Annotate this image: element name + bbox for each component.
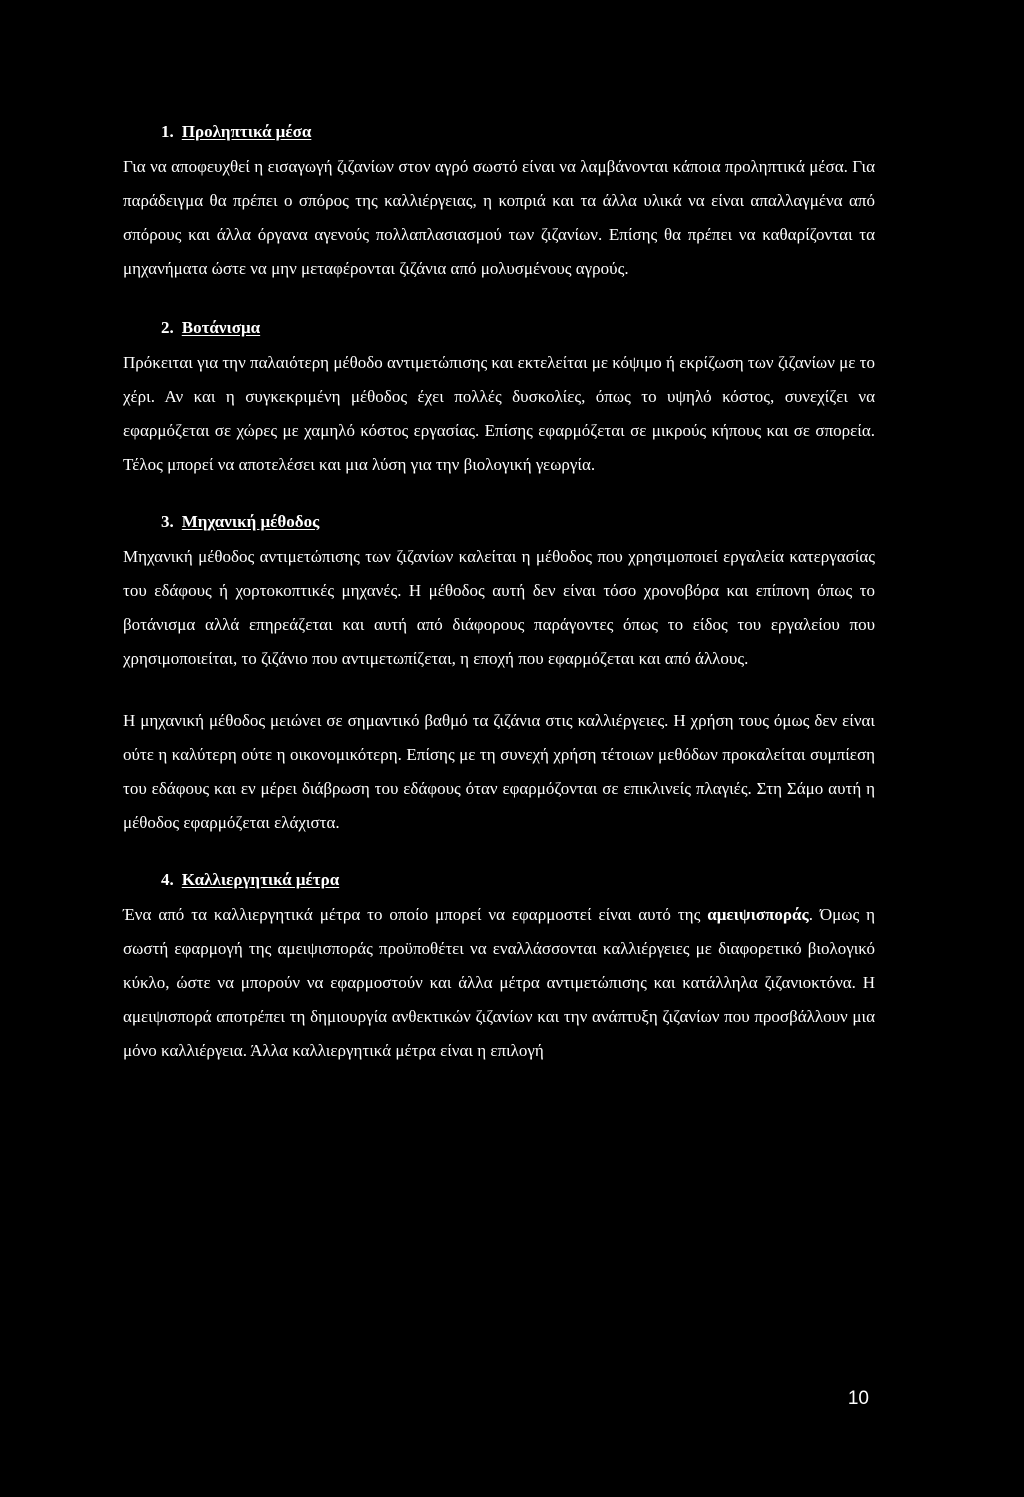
paragraph-text: . Όμως η σωστή εφαρμογή της αμειψισποράς προϋποθέτει να εναλλάσσονται καλλιέργειες με διαφορετικό βιολογικό κύκλο, ώστε να μπορούν να εφαρμοστούν και άλλα μέτρα αντιμετώπισης και κατάλληλα ζιζανιοκτόνα. Η αμειψισπορά αποτρέπει τη δημιουργία ανθεκτικών ζιζανίων και την ανάπτυξη ζιζανίων που προσβάλλουν μια μόνο καλλιέργεια. Άλλα καλλιεργητικά μέτρα είναι η επιλογή [123,905,875,1060]
section-heading [123,316,875,340]
section-cultivation-measures [123,868,875,1068]
section-weeding [123,316,875,482]
paragraph: Μηχανική μέθοδος αντιμετώπισης των ζιζανίων καλείται η μέθοδος που χρησιμοποιεί εργαλεία κατεργασίας του εδάφους ή χορτοκοπτικές μηχανές. Η μέθοδος αυτή δεν είναι τόσο χρονοβόρα και επίπονη όπως το βοτάνισμα αλλά επηρεάζεται και αυτή από διάφορους παράγοντες όπως το είδος του εργαλείου που χρησιμοποιείται, το ζιζάνιο που αντιμετωπίζεται, η εποχή που εφαρμόζεται και από άλλους. [123,547,875,668]
paragraph-text: Ένα από τα καλλιεργητικά μέτρα το οποίο μπορεί να εφαρμοστεί είναι αυτό της [123,905,708,924]
section-heading [123,868,875,892]
section-heading [123,510,875,534]
section-number: 4. [161,870,174,889]
section-title: Βοτάνισμα [181,318,261,337]
paragraph: Η μηχανική μέθοδος μειώνει σε σημαντικό βαθμό τα ζιζάνια στις καλλιέργειες. Η χρήση τους όμως δεν είναι ούτε η καλύτερη ούτε η οικονομικότερη. Επίσης με τη συνεχή χρήση τέτοιων μεθόδων προκαλείται συμπίεση του εδάφους και εν μέρει διάβρωση του εδάφους όταν εφαρμόζονται σε επικλινείς πλαγιές. Στη Σάμο αυτή η μέθοδος εφαρμόζεται ελάχιστα. [123,711,875,832]
section-number: 1. [161,122,174,141]
paragraph: Πρόκειται για την παλαιότερη μέθοδο αντιμετώπισης και εκτελείται με κόψιμο ή εκρίζωση των ζιζανίων με το χέρι. Αν και η συγκεκριμένη μέθοδος έχει πολλές δυσκολίες, όπως το υψηλό κόστος, συνεχίζει να εφαρμόζεται σε χώρες με χαμηλό κόστος εργασίας. Επίσης εφαρμόζεται σε μικρούς κήπους και σε σπορεία. Τέλος μπορεί να αποτελέσει και μια λύση για την βιολογική γεωργία. [123,353,875,474]
section-mechanical-method [123,510,875,840]
section-title: Καλλιεργητικά μέτρα [181,870,340,889]
section-number: 2. [161,318,174,337]
section-title: Προληπτικά μέσα [181,122,312,141]
section-title: Μηχανική μέθοδος [181,512,320,531]
section-number: 3. [161,512,174,531]
section-preventive-measures [123,120,875,286]
page-number: 10 [847,1388,869,1409]
document-page [123,120,875,1068]
section-heading [123,120,875,144]
paragraph [123,898,875,1068]
paragraph: Για να αποφευχθεί η εισαγωγή ζιζανίων στον αγρό σωστό είναι να λαμβάνονται κάποια προληπτικά μέσα. Για παράδειγμα θα πρέπει ο σπόρος της καλλιέργειας, η κοπριά και τα άλλα υλικά να είναι απαλλαγμένα από σπόρους και άλλα όργανα αγενούς πολλαπλασιασμού των ζιζανίων. Επίσης θα πρέπει να καθαρίζονται τα μηχανήματα ώστε να μην μεταφέρονται ζιζάνια από μολυσμένους αγρούς. [123,157,875,278]
bold-term: αμειψισποράς [707,905,809,924]
